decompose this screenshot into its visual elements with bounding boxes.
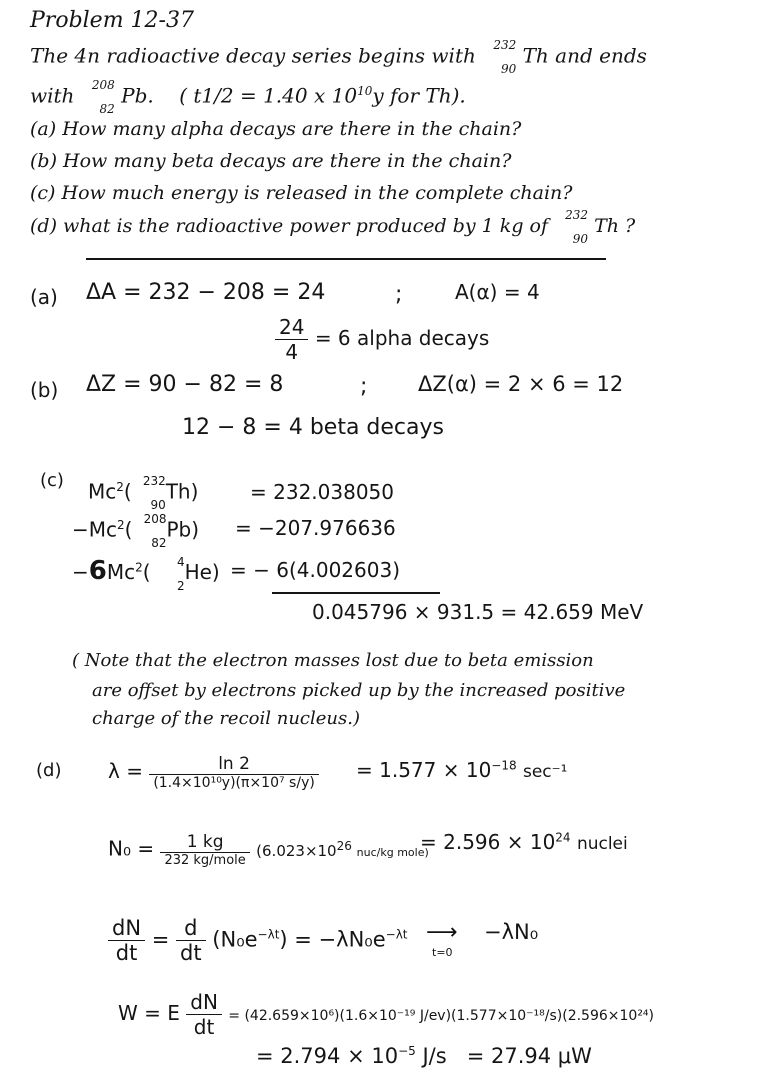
atomic-number: 90	[150, 498, 166, 512]
decay-function: (N₀e	[212, 927, 258, 952]
initial-nuclei-equation	[108, 832, 429, 868]
part-c-row-thorium: Mc$^2$( 232 90 Th)	[88, 474, 199, 512]
divider-line	[86, 258, 606, 260]
note-line-1: ( Note that the electron masses lost due to beta emission	[72, 650, 594, 671]
dn-dt-fraction	[186, 990, 222, 1039]
part-b-equation: ΔZ = 90 − 82 = 8	[86, 372, 284, 397]
lambda-unit: sec⁻¹	[522, 762, 568, 782]
part-b-alpha-charge: ΔZ(α) = 2 × 6 = 12	[418, 372, 624, 396]
element-symbol: Th)	[165, 479, 199, 504]
lambda-value: = 1.577 × 10	[356, 758, 492, 782]
denominator: 232 kg/mole	[164, 853, 246, 868]
mass-number: 208	[91, 78, 115, 92]
limit-label: t=0	[432, 946, 453, 959]
problem-statement-line1	[30, 38, 647, 76]
thorium-isotope	[132, 474, 166, 512]
atomic-number: 82	[99, 102, 115, 116]
part-a-separator: ;	[395, 282, 403, 307]
element-symbol: He)	[184, 560, 220, 584]
decay-exponent: −λt	[257, 927, 280, 942]
power-microwatts: = 27.94 μW	[466, 1044, 592, 1068]
power-unit: J/s	[422, 1044, 447, 1068]
part-a-equation: ΔA = 232 − 208 = 24	[86, 280, 326, 305]
lead-isotope	[132, 512, 167, 550]
power-exponent: −5	[398, 1044, 416, 1058]
helium-mass-value: = − 6(4.002603)	[230, 558, 400, 582]
power-value: = 2.794 × 10	[256, 1044, 399, 1068]
part-a-alpha-mass: A(α) = 4	[455, 280, 540, 304]
alpha-count: 6	[88, 556, 107, 586]
numerator: dN	[186, 990, 222, 1015]
mass-number: 208	[143, 512, 167, 526]
derivative-exponent: −λt	[385, 927, 408, 942]
question-c: (c) How much energy is released in the complete chain?	[30, 182, 573, 204]
mass-number: 232	[493, 38, 517, 52]
limit-arrow-icon: ⟶	[426, 920, 458, 945]
n0-fraction	[160, 832, 249, 868]
decay-constant-equation	[108, 754, 319, 791]
numerator: 24	[275, 315, 308, 340]
power-substitution: = (42.659×10⁶)(1.6×10⁻¹⁹ J/ev)(1.577×10⁻¹⁸/s)(2.596×10²⁴)	[228, 1008, 655, 1024]
atomic-number: 90	[500, 62, 517, 76]
lead-isotope	[81, 78, 115, 116]
part-b-separator: ;	[360, 374, 368, 399]
result-text: = 6 alpha decays	[314, 326, 490, 350]
mass-number: 232	[142, 474, 166, 488]
n0-unit: nuclei	[576, 834, 628, 854]
statement-text: The 4n radioactive decay series begins with	[30, 43, 476, 68]
denominator: dt	[115, 941, 138, 965]
power-lhs: W = E	[118, 1001, 180, 1025]
n0-exponent: 24	[555, 830, 571, 845]
atomic-number: 82	[151, 536, 167, 550]
lambda-fraction	[149, 754, 319, 791]
avogadro-term	[256, 838, 429, 860]
d-dt-operator	[176, 916, 206, 965]
lambda-symbol: λ =	[108, 759, 143, 783]
element-symbol: Th	[522, 43, 549, 68]
problem-title: Problem 12-37	[30, 8, 194, 33]
denominator: dt	[193, 1015, 215, 1039]
thorium-isotope	[482, 38, 517, 76]
thorium-isotope	[554, 208, 589, 246]
equals: =	[151, 927, 170, 952]
atomic-number: 2	[176, 578, 185, 593]
derivative-result: ) = −λN₀e	[279, 927, 386, 952]
denominator: 4	[285, 340, 299, 364]
part-b-result: 12 − 8 = 4 beta decays	[182, 415, 444, 440]
atomic-number: 90	[572, 232, 589, 246]
statement-text-end: and ends	[555, 43, 647, 68]
question-d	[30, 208, 636, 246]
power-result	[256, 1044, 592, 1068]
question-b: (b) How many beta decays are there in the chain?	[30, 150, 512, 172]
numerator: ln 2	[149, 754, 319, 775]
mass-energy-symbol: −Mc	[72, 517, 118, 542]
part-c-row-helium: $-6Mc^2$( 4 2 He)	[72, 554, 220, 593]
n0-value: = 2.596 × 10	[420, 830, 556, 854]
denominator: dt	[180, 941, 202, 965]
half-life: ( t1/2 = 1.40 x 10	[179, 83, 358, 108]
part-c-total: 0.045796 × 931.5 = 42.659 MeV	[312, 600, 644, 624]
part-a-label: (a)	[30, 285, 58, 309]
derivative-at-zero: −λN₀	[484, 920, 539, 944]
denominator: (1.4×10¹⁰y)(π×10⁷ s/y)	[153, 775, 315, 791]
power-equation	[118, 990, 654, 1039]
mass-number: 4	[176, 554, 185, 569]
mass-energy-symbol: Mc	[88, 479, 117, 504]
half-life-exponent: 10	[357, 83, 373, 98]
avogadro-value: (6.023×10	[256, 841, 337, 860]
element-symbol: Th ?	[594, 215, 636, 237]
lambda-exponent: −18	[491, 758, 517, 773]
note-line-3: charge of the recoil nucleus.)	[92, 708, 360, 729]
question-d-text: (d) what is the radioactive power produced by 1 kg of	[30, 215, 548, 237]
element-symbol: Pb.	[121, 83, 154, 108]
thorium-mass-value: = 232.038050	[250, 480, 394, 504]
mass-number: 232	[565, 208, 589, 222]
avogadro-unit: nuc/kg mole)	[356, 845, 429, 859]
lead-mass-value: = −207.976636	[235, 516, 396, 540]
numerator: dN	[108, 916, 145, 941]
part-a-result	[275, 315, 489, 364]
question-a: (a) How many alpha decays are there in the chain?	[30, 118, 522, 140]
sum-underline	[272, 592, 440, 594]
derivative-equation	[108, 916, 408, 965]
part-d-label: (d)	[36, 760, 62, 781]
mass-energy-symbol: Mc	[106, 560, 136, 584]
dn-dt-fraction	[108, 916, 145, 965]
n0-symbol: N₀ =	[108, 836, 155, 861]
avogadro-exponent: 26	[336, 838, 352, 853]
helium-isotope	[151, 554, 185, 593]
part-c-row-lead: $-Mc^2$( 208 82 Pb)	[72, 512, 200, 550]
part-c-label: (c)	[40, 470, 64, 491]
numerator: d	[176, 916, 206, 941]
problem-statement-line2	[30, 78, 466, 116]
fraction	[275, 315, 308, 364]
statement-text: with	[30, 83, 75, 108]
numerator: 1 kg	[160, 832, 249, 853]
part-b-label: (b)	[30, 378, 59, 402]
element-symbol: Pb)	[166, 517, 200, 542]
initial-nuclei-value	[420, 830, 628, 854]
note-line-2: are offset by electrons picked up by the increased positive	[92, 680, 626, 701]
half-life-end: y for Th).	[372, 83, 466, 108]
decay-constant-value	[356, 758, 567, 782]
